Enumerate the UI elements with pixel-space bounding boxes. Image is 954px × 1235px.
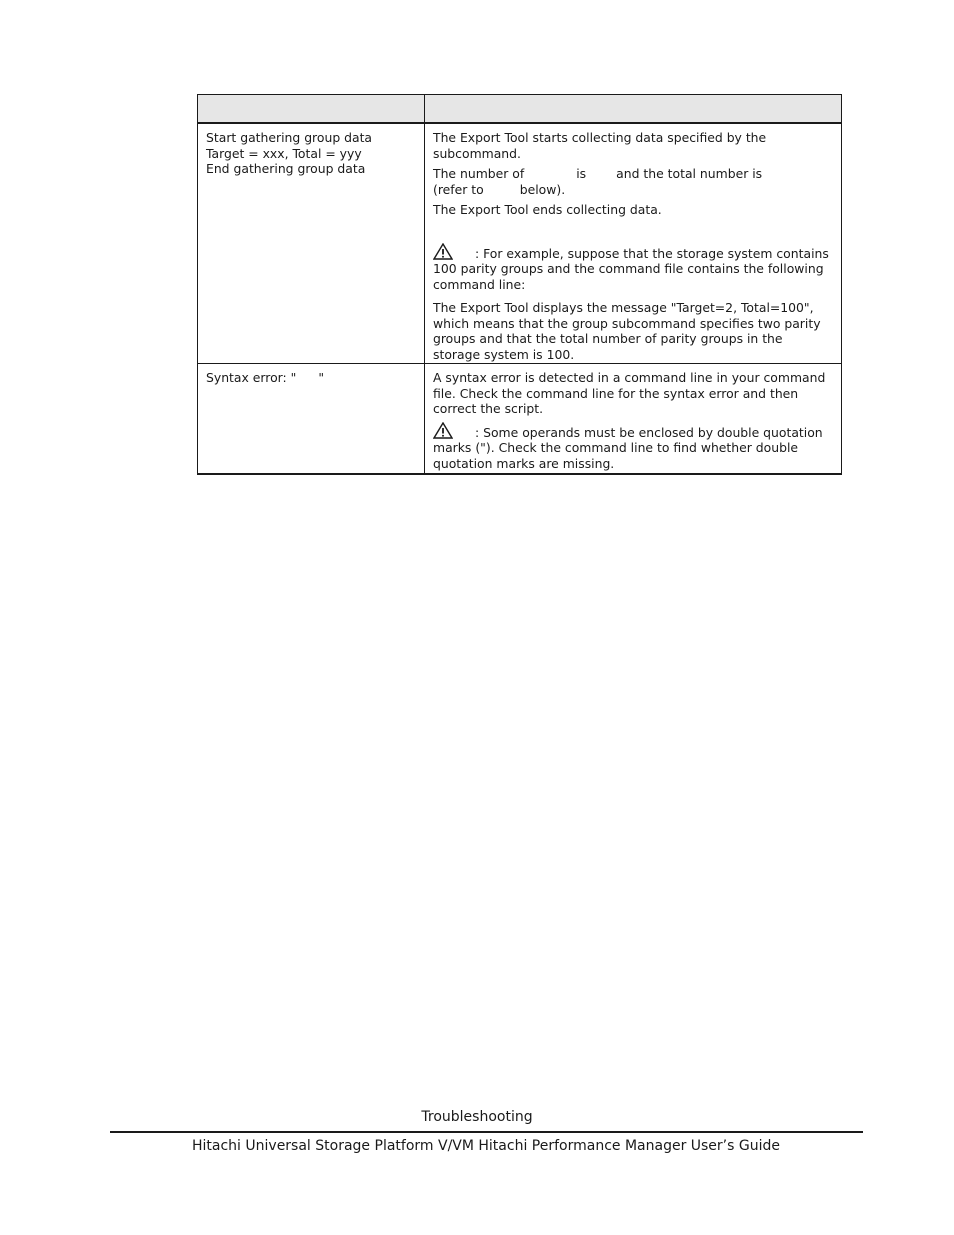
- description-paragraph: [433, 166, 833, 197]
- description-text: is: [576, 166, 587, 181]
- footer-document-title: Hitachi Universal Storage Platform V/VM Hitachi Performance Manager User’s Guide: [192, 1138, 780, 1154]
- description-paragraph: The Export Tool starts collecting data specified by the subcommand.: [433, 130, 767, 161]
- warning-triangle-icon: [433, 422, 453, 439]
- message-cell: [198, 364, 425, 475]
- message-line: End gathering group data: [206, 161, 366, 176]
- header-description-column: [425, 95, 842, 124]
- description-text: The number of: [433, 166, 525, 181]
- table-row: [198, 123, 842, 364]
- description-text: (refer to: [433, 181, 484, 197]
- note-paragraph: [433, 243, 833, 293]
- footer-divider: [110, 1131, 863, 1133]
- table-header-row: [198, 95, 842, 124]
- description-paragraph: The Export Tool ends collecting data.: [433, 202, 662, 217]
- message-text: Syntax error: ": [206, 370, 297, 385]
- note-paragraph: [433, 422, 833, 472]
- description-paragraph: The Export Tool displays the message "Target=2, Total=100", which means that the group subcommand specifies two parity groups and that the total number of parity groups in the storage system is 100.: [433, 300, 821, 362]
- error-message-table: [197, 94, 842, 475]
- note-text: : Some operands must be enclosed by double quotation marks ("). Check the command line to find whether double quotation marks are missing.: [433, 424, 823, 471]
- footer-section-name: Troubleshooting: [421, 1109, 533, 1125]
- table-row: [198, 364, 842, 475]
- description-paragraph: A syntax error is detected in a command line in your command file. Check the command line for the syntax error and then correct the script.: [433, 370, 826, 416]
- message-line: Start gathering group data: [206, 130, 373, 145]
- note-text: : For example, suppose that the storage system contains 100 parity groups and the command file contains the following command line:: [433, 245, 829, 292]
- message-line: Target = xxx, Total = yyy: [206, 145, 362, 161]
- header-message-column: [198, 95, 425, 124]
- message-text: ": [318, 370, 325, 385]
- description-cell: [425, 364, 842, 475]
- description-text: and the total number is: [616, 166, 763, 181]
- message-cell: [198, 123, 425, 364]
- description-cell: [425, 123, 842, 364]
- warning-triangle-icon: [433, 243, 453, 260]
- description-text: below).: [519, 181, 566, 197]
